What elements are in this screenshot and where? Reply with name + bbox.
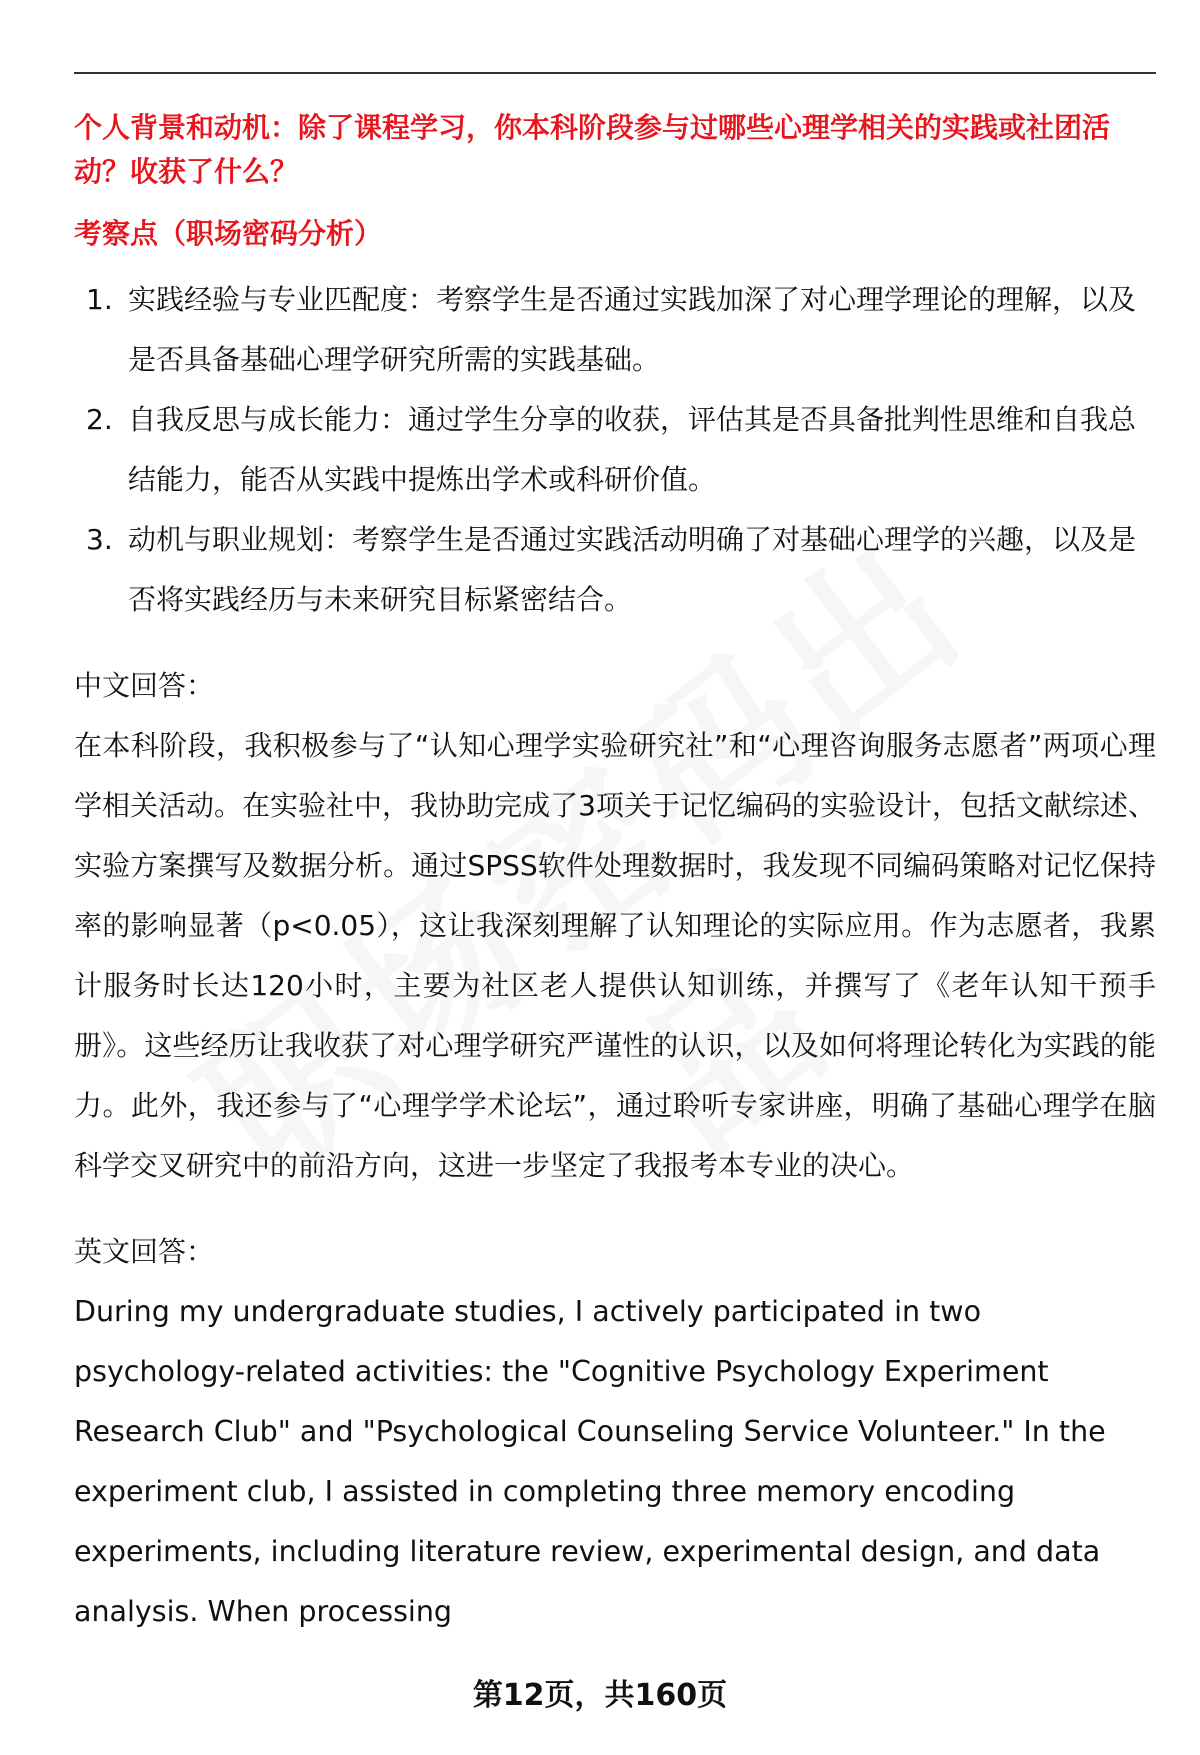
page-number-footer: 第12页，共160页	[472, 1678, 728, 1713]
chinese-answer-text: 在本科阶段，我积极参与了“认知心理学实验研究社”和“心理咨询服务志愿者”两项心理学相关活动。在实验社中，我协助完成了3项关于记忆编码的实验设计，包括文献综述、实验方案撰写及数据分析。通过SPSS软件处理数据时，我发现不同编码策略对记忆保持率的影响显著（p<0.05），这让我深刻理解了认知理论的实际应用。作为志愿者，我累计服务时长达120小时，主要为社区老人提供认知训练，并撰写了《老年认知干预手册》。这些经历让我收获了对心理学研究严谨性的认识，以及如何将理论转化为实践的能力。此外，我还参与了“心理学学术论坛”，通过聆听专家讲座，明确了基础心理学在脑科学交叉研究中的前沿方向，这进一步坚定了我报考本专业的决心。	[74, 729, 1156, 1182]
english-answer-label: 英文回答：	[74, 1235, 215, 1268]
list-item	[74, 510, 1156, 630]
list-item	[74, 390, 1156, 510]
page-content	[74, 100, 1156, 1642]
list-text: 实践经验与专业匹配度：考察学生是否通过实践加深了对心理学理论的理解，以及是否具备基础心理学研究所需的实践基础。	[128, 283, 1137, 376]
chinese-answer-label: 中文回答：	[74, 669, 215, 702]
section-title: 考察点（职场密码分析）	[74, 217, 383, 250]
list-number: 3.	[86, 523, 113, 556]
list-number: 2.	[86, 403, 113, 436]
list-item	[74, 270, 1156, 390]
question-heading: 个人背景和动机：除了课程学习，你本科阶段参与过哪些心理学相关的实践或社团活动？收获了什么？	[74, 111, 1111, 188]
list-text: 动机与职业规划：考察学生是否通过实践活动明确了对基础心理学的兴趣，以及是否将实践经历与未来研究目标紧密结合。	[128, 523, 1137, 616]
english-answer-text: During my undergraduate studies, I actively participated in two psychology-related activities: the "Cognitive Psychology Experiment Research Club" and "Psychological Counseling Service Volunteer." In the experiment club, I assisted in completing three memory encoding experiments, including literature review, experimental design, and data analysis. When processing	[74, 1295, 1106, 1628]
list-number: 1.	[86, 283, 113, 316]
assessment-points-list	[74, 270, 1156, 630]
top-divider	[74, 72, 1156, 74]
list-text: 自我反思与成长能力：通过学生分享的收获，评估其是否具备批判性思维和自我总结能力，能否从实践中提炼出学术或科研价值。	[128, 403, 1137, 496]
